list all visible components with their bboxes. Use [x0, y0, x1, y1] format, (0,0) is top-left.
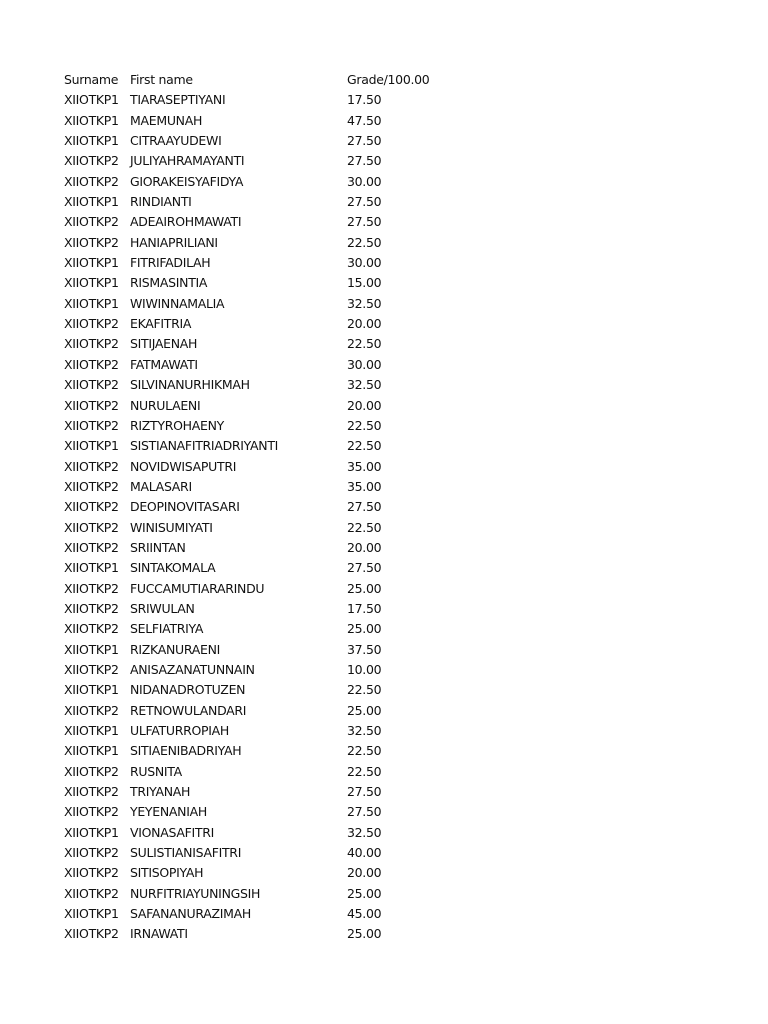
- first-name-cell: SELFIATRIYA: [130, 621, 204, 637]
- surname-cell: XIIOTKP1: [64, 438, 119, 454]
- grade-cell: 20.00: [347, 865, 382, 881]
- table-row: [64, 294, 447, 314]
- surname-cell: XIIOTKP2: [64, 926, 119, 942]
- grade-cell: 30.00: [347, 356, 382, 372]
- table-row: [64, 660, 447, 680]
- surname-cell: XIIOTKP2: [64, 397, 119, 413]
- table-row: [64, 782, 447, 802]
- first-name-cell: FATMAWATI: [130, 356, 198, 372]
- grade-cell: 32.50: [347, 723, 382, 738]
- first-name-cell: CITRAAYUDEWI: [130, 133, 222, 149]
- surname-cell: XIIOTKP2: [64, 804, 119, 820]
- surname-cell: XIIOTKP2: [64, 417, 119, 433]
- surname-cell: XIIOTKP2: [64, 153, 119, 169]
- surname-cell: XIIOTKP1: [64, 560, 119, 576]
- table-row: [64, 518, 447, 538]
- grade-cell: 32.50: [347, 824, 382, 840]
- table-row: [64, 457, 447, 477]
- grade-cell: 10.00: [347, 661, 382, 677]
- table-row: [64, 721, 447, 741]
- grade-cell: 25.00: [347, 885, 382, 901]
- surname-cell: XIIOTKP2: [64, 458, 119, 474]
- table-row: [64, 538, 447, 558]
- grade-cell: 20.00: [347, 539, 382, 555]
- grade-cell: 22.50: [347, 438, 382, 454]
- table-row: [64, 172, 447, 192]
- first-name-cell: NIDANADROTUZEN: [130, 682, 246, 698]
- grade-cell: 20.00: [347, 397, 382, 413]
- table-row: [64, 924, 447, 944]
- grade-cell: 17.50: [347, 600, 382, 616]
- grade-cell: 22.50: [347, 519, 382, 535]
- surname-cell: XIIOTKP1: [64, 295, 119, 311]
- column-header-surname: Surname: [64, 72, 119, 87]
- table-row: [64, 477, 447, 497]
- grade-cell: 22.50: [347, 682, 382, 698]
- column-header-grade: Grade/100.00: [347, 72, 430, 87]
- first-name-cell: SINTAKOMALA: [130, 560, 216, 576]
- first-name-cell: WINISUMIYATI: [130, 519, 213, 535]
- surname-cell: XIIOTKP1: [64, 641, 119, 657]
- first-name-cell: ULFATURROPIAH: [130, 723, 230, 738]
- surname-cell: XIIOTKP2: [64, 377, 119, 393]
- table-row: [64, 151, 447, 171]
- first-name-cell: VIONASAFITRI: [130, 824, 214, 840]
- surname-cell: XIIOTKP2: [64, 845, 119, 861]
- first-name-cell: SULISTIANISAFITRI: [130, 845, 242, 861]
- grade-cell: 37.50: [347, 641, 382, 657]
- first-name-cell: SRIINTAN: [130, 539, 186, 555]
- first-name-cell: EKAFITRIA: [130, 316, 192, 332]
- grade-cell: 27.50: [347, 133, 382, 149]
- first-name-cell: SAFANANURAZIMAH: [130, 906, 251, 922]
- surname-cell: XIIOTKP2: [64, 336, 119, 352]
- column-header-first-name: First name: [130, 72, 193, 87]
- grade-cell: 20.00: [347, 316, 382, 332]
- first-name-cell: NURULAENI: [130, 397, 201, 413]
- table-row: [64, 111, 447, 131]
- first-name-cell: FUCCAMUTIARARINDU: [130, 580, 265, 596]
- first-name-cell: ADEAIROHMAWATI: [130, 214, 242, 230]
- table-row: [64, 497, 447, 517]
- table-row: [64, 741, 447, 761]
- surname-cell: XIIOTKP2: [64, 173, 119, 189]
- surname-cell: XIIOTKP1: [64, 133, 119, 149]
- first-name-cell: NOVIDWISAPUTRI: [130, 458, 237, 474]
- surname-cell: XIIOTKP1: [64, 92, 119, 108]
- surname-cell: XIIOTKP1: [64, 255, 119, 271]
- surname-cell: XIIOTKP2: [64, 702, 119, 718]
- table-row: [64, 375, 447, 395]
- table-row: [64, 396, 447, 416]
- table-row: [64, 701, 447, 721]
- table-row: [64, 619, 447, 639]
- table-row: [64, 762, 447, 782]
- grade-cell: 22.50: [347, 234, 382, 250]
- first-name-cell: MALASARI: [130, 478, 192, 494]
- table-row: [64, 314, 447, 334]
- grades-table: [64, 70, 447, 945]
- first-name-cell: WIWINNAMALIA: [130, 295, 225, 311]
- grade-cell: 27.50: [347, 214, 382, 230]
- surname-cell: XIIOTKP2: [64, 234, 119, 250]
- grade-cell: 30.00: [347, 173, 382, 189]
- grade-cell: 27.50: [347, 784, 382, 800]
- grade-cell: 27.50: [347, 560, 382, 576]
- first-name-cell: YEYENANIAH: [130, 804, 207, 820]
- grade-cell: 25.00: [347, 621, 382, 637]
- grade-cell: 25.00: [347, 926, 382, 942]
- first-name-cell: SITIAENIBADRIYAH: [130, 743, 242, 759]
- first-name-cell: ANISAZANATUNNAIN: [130, 661, 255, 677]
- grade-cell: 22.50: [347, 336, 382, 352]
- surname-cell: XIIOTKP2: [64, 499, 119, 515]
- table-row: [64, 436, 447, 456]
- grade-cell: 27.50: [347, 499, 382, 515]
- surname-cell: XIIOTKP2: [64, 661, 119, 677]
- table-row: [64, 233, 447, 253]
- table-row: [64, 863, 447, 883]
- surname-cell: XIIOTKP1: [64, 906, 119, 922]
- first-name-cell: SRIWULAN: [130, 600, 195, 616]
- grade-cell: 32.50: [347, 377, 382, 393]
- surname-cell: XIIOTKP1: [64, 682, 119, 698]
- surname-cell: XIIOTKP2: [64, 539, 119, 555]
- surname-cell: XIIOTKP2: [64, 519, 119, 535]
- surname-cell: XIIOTKP2: [64, 478, 119, 494]
- surname-cell: XIIOTKP2: [64, 885, 119, 901]
- grade-cell: 22.50: [347, 743, 382, 759]
- table-row: [64, 843, 447, 863]
- surname-cell: XIIOTKP1: [64, 824, 119, 840]
- table-row: [64, 599, 447, 619]
- surname-cell: XIIOTKP2: [64, 763, 119, 779]
- surname-cell: XIIOTKP2: [64, 214, 119, 230]
- grade-cell: 27.50: [347, 804, 382, 820]
- grade-cell: 45.00: [347, 906, 382, 922]
- first-name-cell: JULIYAHRAMAYANTI: [130, 153, 245, 169]
- surname-cell: XIIOTKP2: [64, 356, 119, 372]
- grade-cell: 22.50: [347, 763, 382, 779]
- first-name-cell: RIZKANURAENI: [130, 641, 221, 657]
- table-row: [64, 579, 447, 599]
- table-row: [64, 416, 447, 436]
- table-row: [64, 273, 447, 293]
- table-row: [64, 640, 447, 660]
- surname-cell: XIIOTKP2: [64, 865, 119, 881]
- first-name-cell: RIZTYROHAENY: [130, 417, 224, 433]
- surname-cell: XIIOTKP1: [64, 112, 119, 128]
- table-row: [64, 802, 447, 822]
- first-name-cell: RUSNITA: [130, 763, 182, 779]
- table-row: [64, 355, 447, 375]
- first-name-cell: SITISOPIYAH: [130, 865, 204, 881]
- grade-cell: 15.00: [347, 275, 382, 291]
- first-name-cell: SITIJAENAH: [130, 336, 198, 352]
- table-row: [64, 253, 447, 273]
- grade-cell: 25.00: [347, 702, 382, 718]
- surname-cell: XIIOTKP1: [64, 743, 119, 759]
- grade-cell: 25.00: [347, 580, 382, 596]
- table-row: [64, 823, 447, 843]
- first-name-cell: RISMASINTIA: [130, 275, 208, 291]
- table-row: [64, 334, 447, 354]
- first-name-cell: TRIYANAH: [130, 784, 191, 800]
- table-row: [64, 212, 447, 232]
- table-row: [64, 192, 447, 212]
- surname-cell: XIIOTKP2: [64, 580, 119, 596]
- first-name-cell: DEOPINOVITASARI: [130, 499, 240, 515]
- table-row: [64, 680, 447, 700]
- first-name-cell: RINDIANTI: [130, 194, 192, 210]
- surname-cell: XIIOTKP1: [64, 275, 119, 291]
- first-name-cell: GIORAKEISYAFIDYA: [130, 173, 244, 189]
- grade-cell: 22.50: [347, 417, 382, 433]
- surname-cell: XIIOTKP1: [64, 194, 119, 210]
- surname-cell: XIIOTKP2: [64, 784, 119, 800]
- surname-cell: XIIOTKP1: [64, 723, 119, 738]
- table-row: [64, 884, 447, 904]
- surname-cell: XIIOTKP2: [64, 621, 119, 637]
- first-name-cell: SISTIANAFITRIADRIYANTI: [130, 438, 279, 454]
- grade-cell: 35.00: [347, 478, 382, 494]
- first-name-cell: FITRIFADILAH: [130, 255, 211, 271]
- surname-cell: XIIOTKP2: [64, 316, 119, 332]
- surname-cell: XIIOTKP2: [64, 600, 119, 616]
- table-row: [64, 904, 447, 924]
- first-name-cell: HANIAPRILIANI: [130, 234, 218, 250]
- grade-cell: 35.00: [347, 458, 382, 474]
- grade-cell: 40.00: [347, 845, 382, 861]
- grade-cell: 47.50: [347, 112, 382, 128]
- table-row: [64, 558, 447, 578]
- table-row: [64, 90, 447, 110]
- table-row: [64, 131, 447, 151]
- grade-cell: 17.50: [347, 92, 382, 108]
- grade-cell: 32.50: [347, 295, 382, 311]
- grade-cell: 30.00: [347, 255, 382, 271]
- first-name-cell: TIARASEPTIYANI: [130, 92, 226, 108]
- grade-cell: 27.50: [347, 153, 382, 169]
- first-name-cell: RETNOWULANDARI: [130, 702, 247, 718]
- first-name-cell: IRNAWATI: [130, 926, 188, 942]
- first-name-cell: MAEMUNAH: [130, 112, 203, 128]
- first-name-cell: NURFITRIAYUNINGSIH: [130, 885, 261, 901]
- grade-cell: 27.50: [347, 194, 382, 210]
- first-name-cell: SILVINANURHIKMAH: [130, 377, 250, 393]
- table-header-row: [64, 70, 447, 90]
